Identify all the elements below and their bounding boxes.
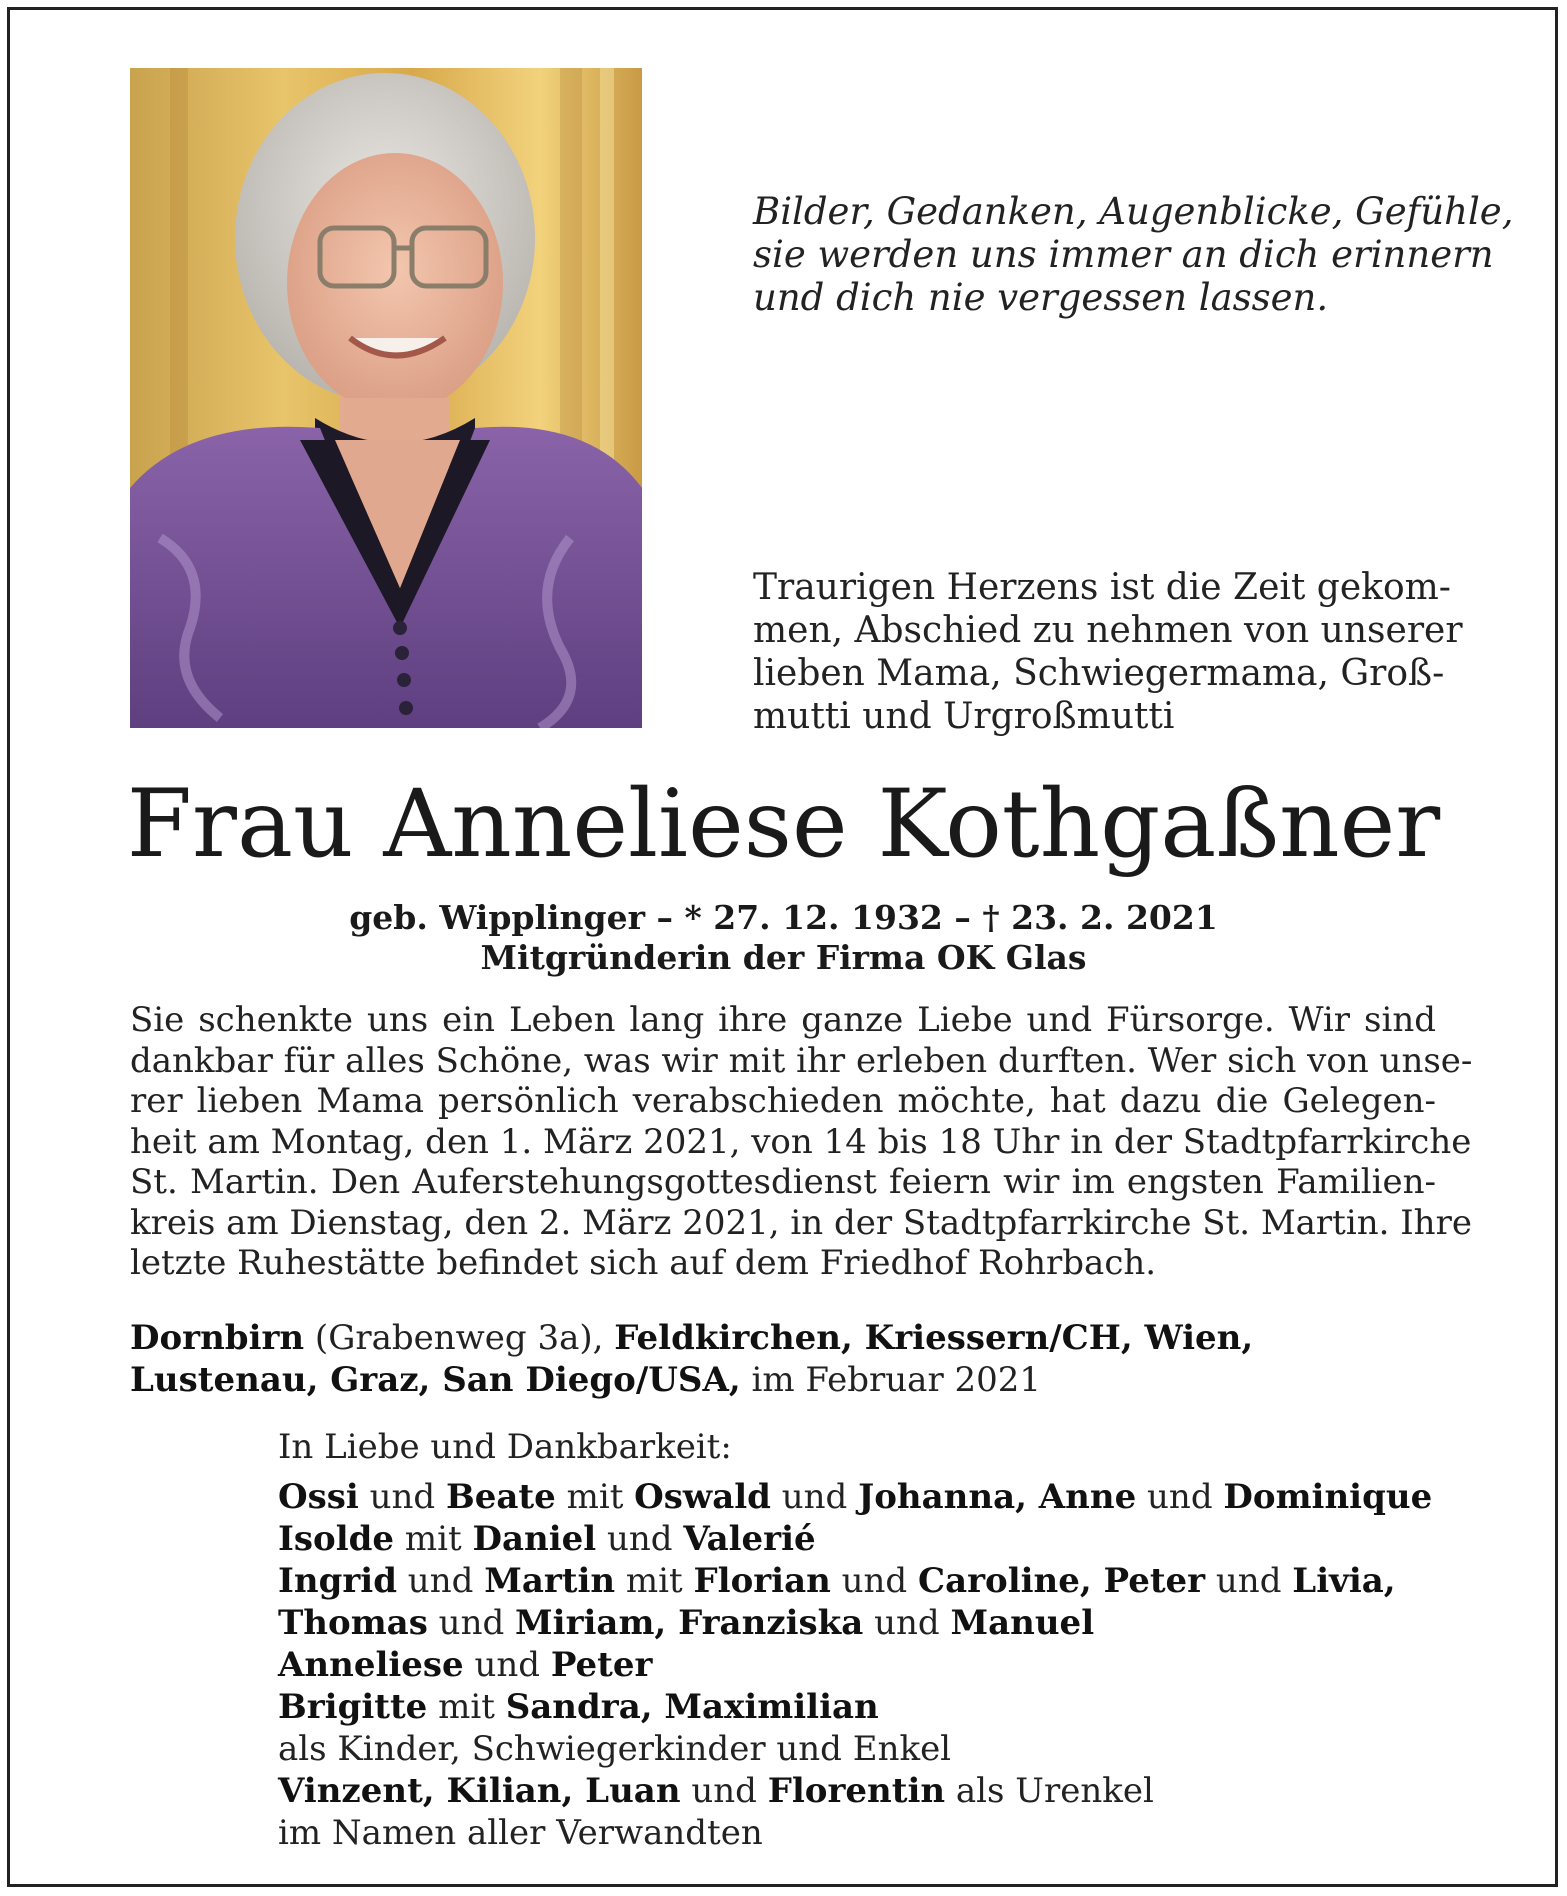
memorial-quote [753,190,1514,319]
announcement-text [130,1000,1473,1284]
body-line: rer lieben Mama persönlich verabschieden möchte, hat dazu die Gelegen- [130,1081,1436,1121]
connector: und [830,1561,919,1601]
signer-name: Thomas [278,1603,428,1643]
signer-name: Isolde [278,1519,395,1559]
body-line: heit am Montag, den 1. März 2021, von 14 bis 18 Uhr in der Stadtpfarrkirche [130,1121,1472,1162]
deceased-name: Frau Anneliese Kothgaßner [126,770,1441,879]
signer-line [278,1644,1448,1686]
greeting: In Liebe und Dankbarkeit: [278,1427,732,1467]
signer-name: Sandra, Maximilian [505,1687,879,1727]
connector: als Urenkel [945,1771,1154,1811]
signer-name: Manuel [950,1603,1095,1643]
body-line: letzte Ruhestätte befindet sich auf dem Friedhof Rohrbach. [130,1243,1157,1283]
connector: und [1136,1477,1224,1517]
body-line: kreis am Dienstag, den 2. März 2021, in der Stadtpfarrkirche St. Martin. Ihre [130,1202,1472,1243]
portrait-photo [130,68,642,728]
connector: und [863,1603,951,1643]
signer-line [278,1770,1448,1812]
connector: mit [555,1477,635,1517]
intro-line: lieben Mama, Schwiegermama, Groß- [753,653,1445,694]
connector: und [463,1645,551,1685]
place-dornbirn: Dornbirn [130,1318,305,1358]
signer-name: Vinzent, Kilian, Luan [278,1771,681,1811]
signer-name: Ingrid [278,1561,397,1601]
date-text: im Februar 2021 [740,1360,1042,1400]
signers-block [278,1426,1448,1854]
places-list: Feldkirchen, Kriessern/CH, Wien, [614,1318,1254,1358]
signer-name: Martin [484,1561,616,1601]
signer-line [278,1476,1448,1518]
body-line: dankbar für alles Schöne, was wir mit ihr erleben durften. Wer sich von unse- [130,1040,1473,1081]
connector: und [680,1771,768,1811]
signer-name: Ossi [278,1477,359,1517]
connector: und [358,1477,447,1517]
place-address: (Grabenweg 3a), [304,1318,615,1358]
signer-name: Livia, [1292,1561,1396,1601]
signer-name: Florentin [767,1771,946,1811]
connector: mit [427,1687,506,1727]
intro-line: Traurigen Herzens ist die Zeit gekom- [753,567,1451,608]
quote-line: und dich nie vergessen lassen. [753,276,1329,319]
connector: mit [394,1519,473,1559]
birth-death-dates: geb. Wipplinger – * 27. 12. 1932 – † 23. 2. 2021 [349,898,1218,937]
signer-name: Brigitte [278,1687,428,1727]
connector: mit [615,1561,694,1601]
signer-name: Peter [550,1645,653,1685]
places-list: Lustenau, Graz, San Diego/USA, [130,1360,741,1400]
closing-note: im Namen aller Verwandten [278,1813,763,1853]
quote-line: Bilder, Gedanken, Augenblicke, Gefühle, [753,190,1514,233]
signer-line [278,1518,1448,1560]
signer-name: Johanna, Anne [858,1477,1137,1517]
signer-name: Oswald [634,1477,771,1517]
relation-note: als Kinder, Schwiegerkinder und Enkel [278,1729,952,1769]
signer-name: Beate [446,1477,556,1517]
signer-name: Valerié [683,1519,816,1559]
connector: und [1205,1561,1293,1601]
signer-name: Caroline, Peter [918,1561,1206,1601]
signer-name: Daniel [472,1519,597,1559]
intro-text [753,566,1463,738]
subtitle-block [0,898,1567,978]
connector: und [770,1477,859,1517]
signer-name: Dominique [1223,1477,1433,1517]
signer-name: Florian [693,1561,831,1601]
company-role: Mitgründerin der Firma OK Glas [480,938,1087,977]
intro-line: men, Abschied zu nehmen von unserer [753,610,1463,651]
connector: und [596,1519,684,1559]
signer-name: Miriam, Franziska [515,1603,864,1643]
intro-line: mutti und Urgroßmutti [753,696,1175,737]
connector: und [397,1561,485,1601]
places-line [130,1317,1436,1401]
signer-line [278,1560,1448,1602]
connector: und [427,1603,516,1643]
body-line: Sie schenkte uns ein Leben lang ihre ganze Liebe und Fürsorge. Wir sind [130,1000,1436,1040]
quote-line: sie werden uns immer an dich erinnern [753,233,1494,276]
body-line: St. Martin. Den Auferstehungsgottesdienst feiern wir im engsten Familien- [130,1162,1436,1202]
signer-name: Anneliese [278,1645,464,1685]
signer-line [278,1602,1448,1644]
signer-line [278,1686,1448,1728]
